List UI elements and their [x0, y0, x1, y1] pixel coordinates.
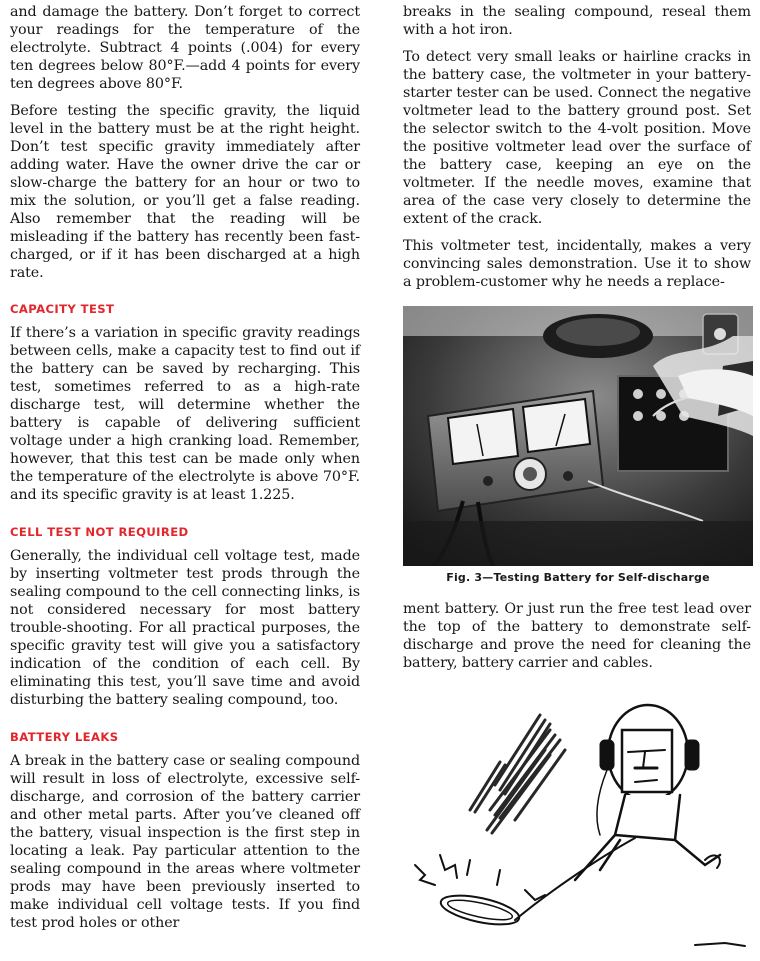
paragraph-replacement: ment battery. Or just run the free test lead over the top of the battery to demonstrate self-discharge and prove the need for cleaning the battery, battery carrier and cables. [403, 601, 751, 671]
paragraph-sales-demo: This voltmeter test, incidentally, makes a very convincing sales demonstration. Use it to show a problem-customer why he needs a replace- [403, 238, 751, 290]
paragraph-temperature-correction: and damage the battery. Don’t forget to correct your readings for the temperature of the electrolyte. Subtract 4 points (.004) for every ten degrees below 80°F.—add 4 points for every ten degrees above 80°F. [10, 4, 360, 92]
heading-battery-leaks: BATTERY LEAKS [10, 730, 119, 744]
left-column [10, 0, 360, 932]
paragraph-battery-leaks: A break in the battery case or sealing compound will result in loss of electrolyte, excessive self-discharge, and corrosion of the battery carrier and other metal parts. After you’ve cleaned off the battery, visual inspection is the first step in locating a leak. Pay particular attention to the sealing compound in the areas where voltmeter prods may have been previously inserted to make individual cell voltage tests. If you find test prod holes or other [10, 753, 360, 931]
paragraph-before-testing: Before testing the specific gravity, the liquid level in the battery must be at the right height. Don’t test specific gravity immediately after adding water. Have the owner drive the car or slow-charge the battery for an hour or two to mix the solution, or you’ll get a false reading. Also remember that the reading will be misleading if the battery has recently been fast-charged, or if it has been discharged at a high rate. [10, 103, 360, 281]
paragraph-reseal: breaks in the sealing compound, reseal them with a hot iron. [403, 4, 751, 38]
heading-cell-test: CELL TEST NOT REQUIRED [10, 525, 189, 539]
paragraph-cell-test: Generally, the individual cell voltage test, made by inserting voltmeter test prods through the sealing compound to the cell connecting links, is not considered necessary for most battery trouble-shooting. For all practical purposes, the specific gravity test will give you a satisfactory indication of the condition of each cell. By eliminating this test, you’ll save time and avoid disturbing the battery sealing compound, too. [10, 548, 360, 708]
figure-caption: Fig. 3—Testing Battery for Self-discharge [446, 571, 710, 584]
heading-capacity-test: CAPACITY TEST [10, 302, 115, 316]
right-column [403, 0, 751, 291]
paragraph-capacity-test: If there’s a variation in specific gravity readings between cells, make a capacity test to find out if the battery can be saved by recharging. This test, sometimes referred to as a high-rate discharge test, will determine whether the battery is capable of delivering sufficient voltage under a high cranking load. Remember, however, that this test can be made only when the temperature of the electrolyte is above 70°F. and its specific gravity is at least 1.225. [10, 325, 360, 503]
cartoon-mechanic-illustration [395, 690, 760, 957]
photo-testing-battery [403, 306, 753, 566]
paragraph-hairline-cracks: To detect very small leaks or hairline cracks in the battery case, the voltmeter in your battery-starter tester can be used. Connect the negative voltmeter lead to the battery ground post. Set the selector switch to the 4-volt position. Move the positive voltmeter lead over the surface of the battery case, keeping an eye on the voltmeter. If the needle moves, examine that area of the case very closely to determine the extent of the crack. [403, 49, 751, 227]
